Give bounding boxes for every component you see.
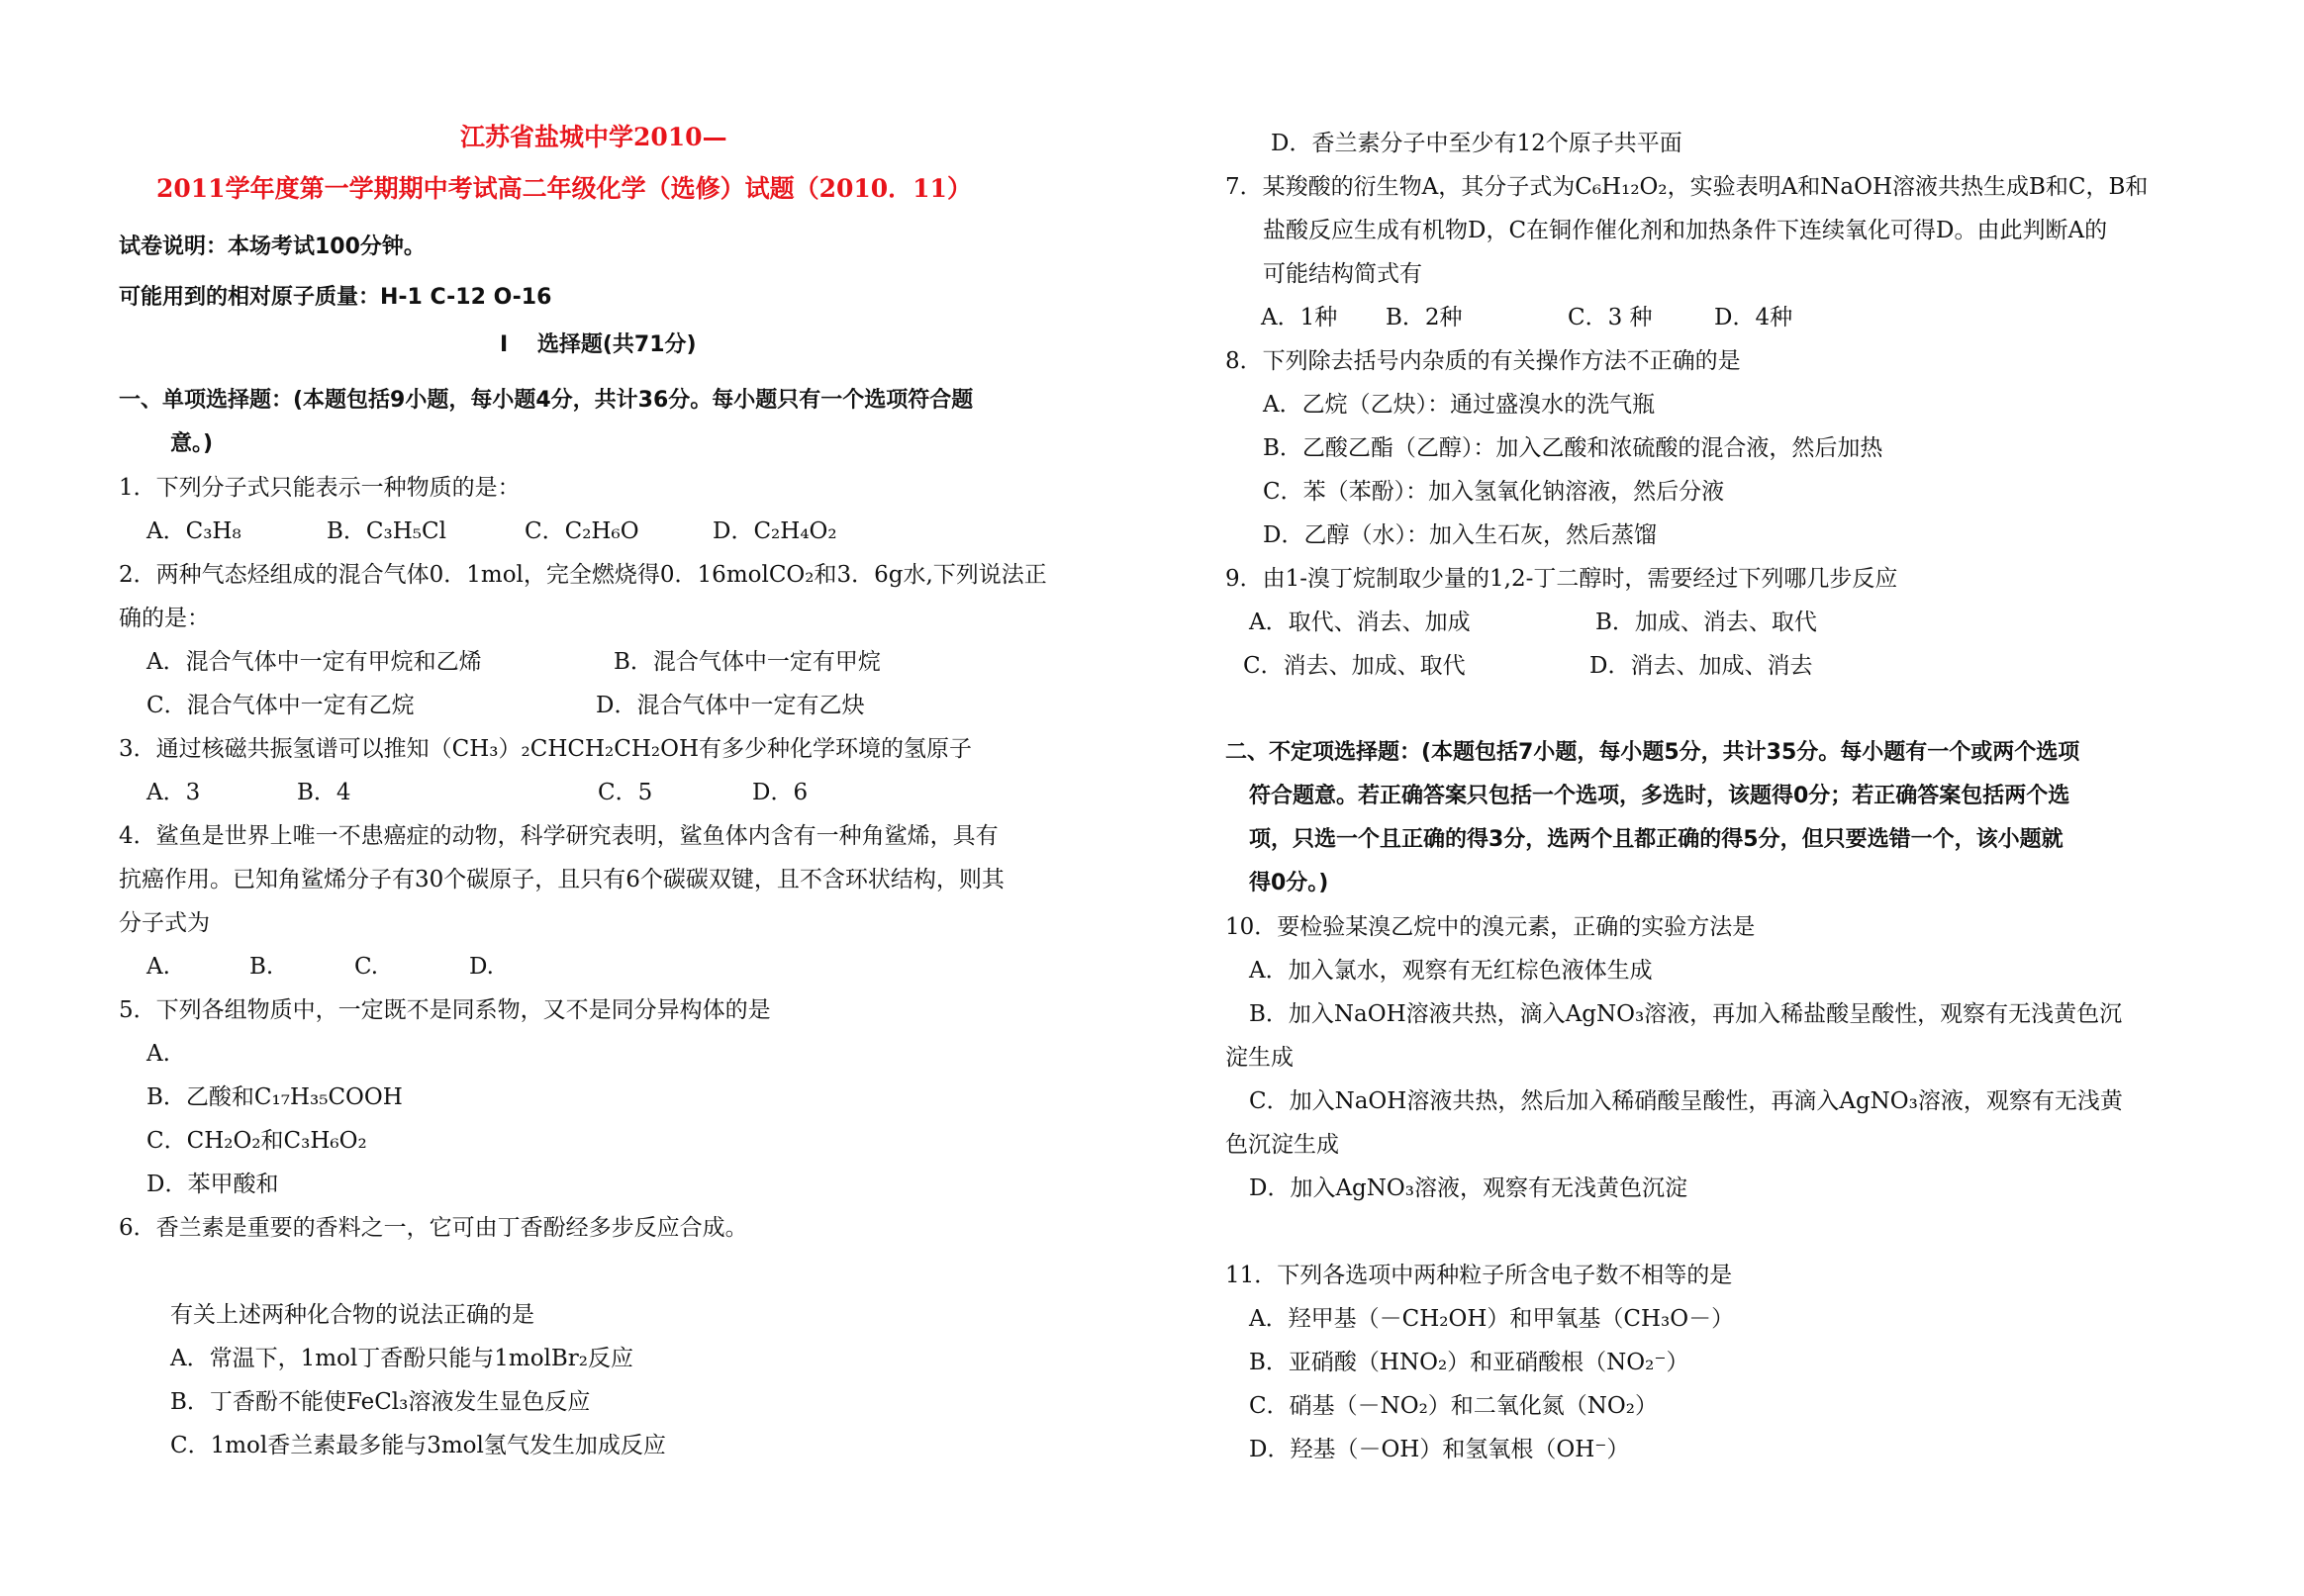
q8-option-a: A．乙烷（乙炔）：通过盛溴水的洗气瓶 <box>1263 392 1656 418</box>
q8-option-b: B．乙酸乙酯（乙醇）：加入乙酸和浓硫酸的混合液，然后加热 <box>1263 435 1883 461</box>
q5-option-b: B．乙酸和C₁₇H₃₅COOH <box>146 1084 403 1110</box>
question-11: 11．下列各选项中两种粒子所含电子数不相等的是 <box>1225 1263 1733 1288</box>
section2-heading-cont-1: 符合题意。若正确答案只包括一个选项，多选时，该题得0分；若正确答案包括两个选 <box>1249 784 2070 808</box>
q10-option-b-cont: 淀生成 <box>1225 1045 1294 1071</box>
q2-option-a: A．混合气体中一定有甲烷和乙烯 <box>146 649 482 675</box>
section2-heading-cont-2: 项，只选一个且正确的得3分，选两个且都正确的得5分，但只要选错一个，该小题就 <box>1249 827 2064 852</box>
q4-option-a: A. <box>146 954 170 980</box>
q7-option-a: A．1种 <box>1261 305 1338 330</box>
q5-option-c: C．CH₂O₂和C₃H₆O₂ <box>146 1128 367 1154</box>
title-line-1: 江苏省盐城中学2010— <box>460 123 727 151</box>
title-line-2: 2011学年度第一学期期中考试高二年级化学（选修）试题（2010．11） <box>156 174 972 203</box>
q3-option-d: D．6 <box>752 780 809 805</box>
q11-option-c: C．硝基（－NO₂）和二氧化氮（NO₂） <box>1249 1393 1659 1419</box>
q7-option-c: C．3 种 <box>1568 305 1653 330</box>
section2-heading: 二、不定项选择题：(本题包括7小题，每小题5分，共计35分。每小题有一个或两个选项 <box>1225 740 2080 765</box>
question-7: 7．某羧酸的衍生物A，其分子式为C₆H₁₂O₂，实验表明A和NaOH溶液共热生成B和C，B和 <box>1225 174 2149 200</box>
q2-option-b: B．混合气体中一定有甲烷 <box>614 649 881 675</box>
q9-option-c: C．消去、加成、取代 <box>1243 653 1466 679</box>
q11-option-b: B．亚硝酸（HNO₂）和亚硝酸根（NO₂⁻） <box>1249 1350 1689 1375</box>
section1-heading-cont: 意。) <box>170 431 214 456</box>
q1-option-c: C．C₂H₆O <box>525 518 639 544</box>
q1-option-b: B．C₃H₅Cl <box>327 518 446 544</box>
question-4-cont-2: 分子式为 <box>119 910 210 936</box>
question-2-cont: 确的是： <box>119 606 210 631</box>
question-9: 9．由1-溴丁烷制取少量的1,2-丁二醇时，需要经过下列哪几步反应 <box>1225 566 1898 592</box>
question-8: 8．下列除去括号内杂质的有关操作方法不正确的是 <box>1225 348 1741 374</box>
q7-option-d: D．4种 <box>1714 305 1793 330</box>
q5-option-d: D．苯甲酸和 <box>146 1172 279 1197</box>
exam-note: 试卷说明：本场考试100分钟。 <box>119 235 426 259</box>
question-4: 4．鲨鱼是世界上唯一不患癌症的动物，科学研究表明，鲨鱼体内含有一种角鲨烯，具有 <box>119 823 999 849</box>
q6-option-b: B．丁香酚不能使FeCl₃溶液发生显色反应 <box>170 1389 591 1415</box>
question-6: 6．香兰素是重要的香料之一，它可由丁香酚经多步反应合成。 <box>119 1215 748 1241</box>
q9-option-d: D．消去、加成、消去 <box>1589 653 1813 679</box>
q10-option-d: D．加入AgNO₃溶液，观察有无浅黄色沉淀 <box>1249 1175 1687 1201</box>
q8-option-d: D．乙醇（水）：加入生石灰，然后蒸馏 <box>1263 522 1657 548</box>
q6-option-a: A．常温下，1mol丁香酚只能与1molBr₂反应 <box>170 1346 634 1371</box>
question-3: 3．通过核磁共振氢谱可以推知（CH₃）₂CHCH₂CH₂OH有多少种化学环境的氢原子 <box>119 736 973 762</box>
q1-option-d: D．C₂H₄O₂ <box>713 518 837 544</box>
q6-option-d: D．香兰素分子中至少有12个原子共平面 <box>1271 131 1682 156</box>
question-4-cont-1: 抗癌作用。已知角鲨烯分子有30个碳原子，且只有6个碳碳双键，且不含环状结构，则其 <box>119 867 1005 892</box>
q5-option-a: A. <box>146 1041 170 1067</box>
q3-option-a: A．3 <box>146 780 201 805</box>
question-7-cont-2: 可能结构简式有 <box>1263 261 1422 287</box>
q10-option-c-cont: 色沉淀生成 <box>1225 1132 1339 1158</box>
q6-option-c: C．1mol香兰素最多能与3mol氢气发生加成反应 <box>170 1433 666 1458</box>
q2-option-c: C．混合气体中一定有乙烷 <box>146 693 415 718</box>
q4-option-d: D. <box>469 954 494 980</box>
q1-option-a: A．C₃H₈ <box>146 518 241 544</box>
q2-option-d: D．混合气体中一定有乙炔 <box>596 693 865 718</box>
part-heading: I 选择题(共71分) <box>500 332 697 357</box>
question-6-stem: 有关上述两种化合物的说法正确的是 <box>170 1302 534 1328</box>
q11-option-a: A．羟甲基（－CH₂OH）和甲氧基（CH₃O－） <box>1249 1306 1735 1332</box>
q7-option-b: B．2种 <box>1386 305 1463 330</box>
q4-option-c: C. <box>354 954 379 980</box>
q3-option-c: C．5 <box>598 780 653 805</box>
q4-option-b: B. <box>249 954 274 980</box>
question-10: 10．要检验某溴乙烷中的溴元素，正确的实验方法是 <box>1225 914 1756 940</box>
question-7-cont-1: 盐酸反应生成有机物D，C在铜作催化剂和加热条件下连续氧化可得D。由此判断A的 <box>1263 218 2108 243</box>
q10-option-b: B．加入NaOH溶液共热，滴入AgNO₃溶液，再加入稀盐酸呈酸性，观察有无浅黄色沉 <box>1249 1001 2123 1027</box>
q10-option-a: A．加入氯水，观察有无红棕色液体生成 <box>1249 958 1653 984</box>
q9-option-a: A．取代、消去、加成 <box>1249 610 1471 635</box>
section1-heading: 一、单项选择题：(本题包括9小题，每小题4分，共计36分。每小题只有一个选项符合题 <box>119 388 974 413</box>
q10-option-c: C．加入NaOH溶液共热，然后加入稀硝酸呈酸性，再滴入AgNO₃溶液，观察有无浅黄 <box>1249 1088 2123 1114</box>
atomic-mass-note: 可能用到的相对原子质量：H-1 C-12 O-16 <box>119 285 552 310</box>
q3-option-b: B．4 <box>297 780 351 805</box>
q11-option-d: D．羟基（－OH）和氢氧根（OH⁻） <box>1249 1437 1630 1462</box>
section2-heading-cont-3: 得0分。) <box>1249 871 1329 895</box>
q9-option-b: B．加成、消去、取代 <box>1595 610 1817 635</box>
question-5: 5．下列各组物质中，一定既不是同系物，又不是同分异构体的是 <box>119 997 771 1023</box>
question-2: 2．两种气态烃组成的混合气体0．1mol，完全燃烧得0．16molCO₂和3．6g水,下列说法正 <box>119 562 1047 588</box>
question-1: 1．下列分子式只能表示一种物质的是： <box>119 475 521 501</box>
q8-option-c: C．苯（苯酚）：加入氢氧化钠溶液，然后分液 <box>1263 479 1725 505</box>
